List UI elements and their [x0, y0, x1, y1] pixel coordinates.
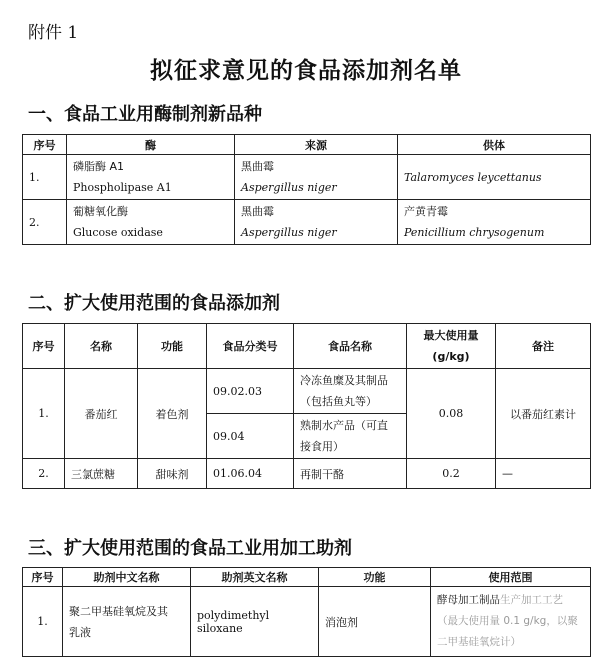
food-category-code: 09.02.03 — [207, 369, 294, 414]
header-food-name: 食品名称 — [294, 324, 407, 369]
aid-name-en: polydimethyl siloxane — [191, 587, 319, 657]
aid-name-cn-line: 乳液 — [69, 625, 91, 639]
table-row — [23, 459, 591, 489]
attachment-label: 附件 1 — [28, 23, 79, 43]
source-name-latin: Aspergillus niger — [241, 181, 337, 194]
donor-name-latin: Penicillium chrysogenum — [404, 226, 545, 239]
source-name-cn: 黑曲霉 — [241, 205, 274, 218]
header-no: 序号 — [23, 568, 63, 587]
additive-function: 甜味剂 — [138, 459, 207, 489]
food-name-line: 冷冻鱼糜及其制品 — [300, 374, 388, 387]
section3-heading: 三、扩大使用范围的食品工业用加工助剂 — [28, 538, 352, 559]
source-cell — [235, 155, 398, 200]
additive-function: 着色剂 — [138, 369, 207, 459]
food-name-line: （包括鱼丸等） — [300, 395, 377, 408]
header-function: 功能 — [138, 324, 207, 369]
header-source: 来源 — [235, 135, 398, 155]
additive-note: 以番茄红素计 — [496, 369, 591, 459]
source-cell — [235, 200, 398, 245]
enzyme-table — [22, 134, 591, 245]
aid-name-cn-cell — [63, 587, 191, 657]
header-name-cn: 助剂中文名称 — [63, 568, 191, 587]
header-no: 序号 — [23, 324, 65, 369]
donor-name-latin: Talaromyces leycettanus — [398, 155, 591, 200]
table-row — [23, 200, 591, 245]
row-number: 2. — [23, 200, 67, 245]
enzyme-name-en: Phospholipase A1 — [73, 181, 172, 194]
enzyme-name-en: Glucose oxidase — [73, 226, 163, 239]
header-scope: 使用范围 — [431, 568, 591, 587]
row-number: 1. — [23, 155, 67, 200]
header-max-usage-unit: (g/kg) — [432, 350, 470, 363]
enzyme-cell — [67, 200, 235, 245]
max-usage-value: 0.2 — [407, 459, 496, 489]
row-number: 1. — [23, 369, 65, 459]
usage-scope-process: 生产加工工艺 — [500, 594, 563, 606]
usage-scope-cell — [431, 587, 591, 657]
document-title: 拟征求意见的食品添加剂名单 — [150, 58, 462, 84]
header-max-usage-label: 最大使用量 — [423, 329, 479, 342]
header-no: 序号 — [23, 135, 67, 155]
food-name-line: 接食用） — [300, 440, 344, 453]
section2-heading: 二、扩大使用范围的食品添加剂 — [28, 293, 280, 314]
source-name-latin: Aspergillus niger — [241, 226, 337, 239]
table-row — [23, 369, 591, 414]
food-category-code: 09.04 — [207, 414, 294, 459]
food-name-line: 熟制水产品（可直 — [300, 419, 388, 432]
enzyme-name-cn: 磷脂酶 A1 — [73, 160, 125, 173]
header-enzyme: 酶 — [67, 135, 235, 155]
additive-name: 三氯蔗糖 — [65, 459, 138, 489]
section1-heading: 一、食品工业用酶制剂新品种 — [28, 104, 262, 125]
header-name-en: 助剂英文名称 — [191, 568, 319, 587]
header-function: 功能 — [319, 568, 431, 587]
usage-scope-food: 酵母加工制品 — [437, 594, 500, 606]
header-donor: 供体 — [398, 135, 591, 155]
food-name-cell — [294, 369, 407, 414]
donor-cell — [398, 200, 591, 245]
aid-name-cn-line: 聚二甲基硅氧烷及其 — [69, 604, 168, 618]
row-number: 1. — [23, 587, 63, 657]
additive-note: — — [496, 459, 591, 489]
header-name: 名称 — [65, 324, 138, 369]
table-row — [23, 155, 591, 200]
food-category-code: 01.06.04 — [207, 459, 294, 489]
enzyme-name-cn: 葡糖氧化酶 — [73, 205, 128, 218]
max-usage-value: 0.08 — [407, 369, 496, 459]
header-max-usage — [407, 324, 496, 369]
donor-name-cn: 产黄青霉 — [404, 205, 448, 218]
enzyme-cell — [67, 155, 235, 200]
processing-aid-table — [22, 567, 591, 657]
food-name: 再制干酪 — [294, 459, 407, 489]
header-food-category: 食品分类号 — [207, 324, 294, 369]
food-name-cell — [294, 414, 407, 459]
usage-scope-line — [437, 590, 584, 611]
table-row — [23, 587, 591, 657]
row-number: 2. — [23, 459, 65, 489]
additive-table — [22, 323, 591, 489]
usage-scope-line: （最大使用量 0.1 g/kg，以聚 — [437, 615, 578, 627]
usage-scope-line: 二甲基硅氧烷计） — [437, 636, 521, 648]
header-note: 备注 — [496, 324, 591, 369]
aid-function: 消泡剂 — [319, 587, 431, 657]
source-name-cn: 黑曲霉 — [241, 160, 274, 173]
additive-name: 番茄红 — [65, 369, 138, 459]
